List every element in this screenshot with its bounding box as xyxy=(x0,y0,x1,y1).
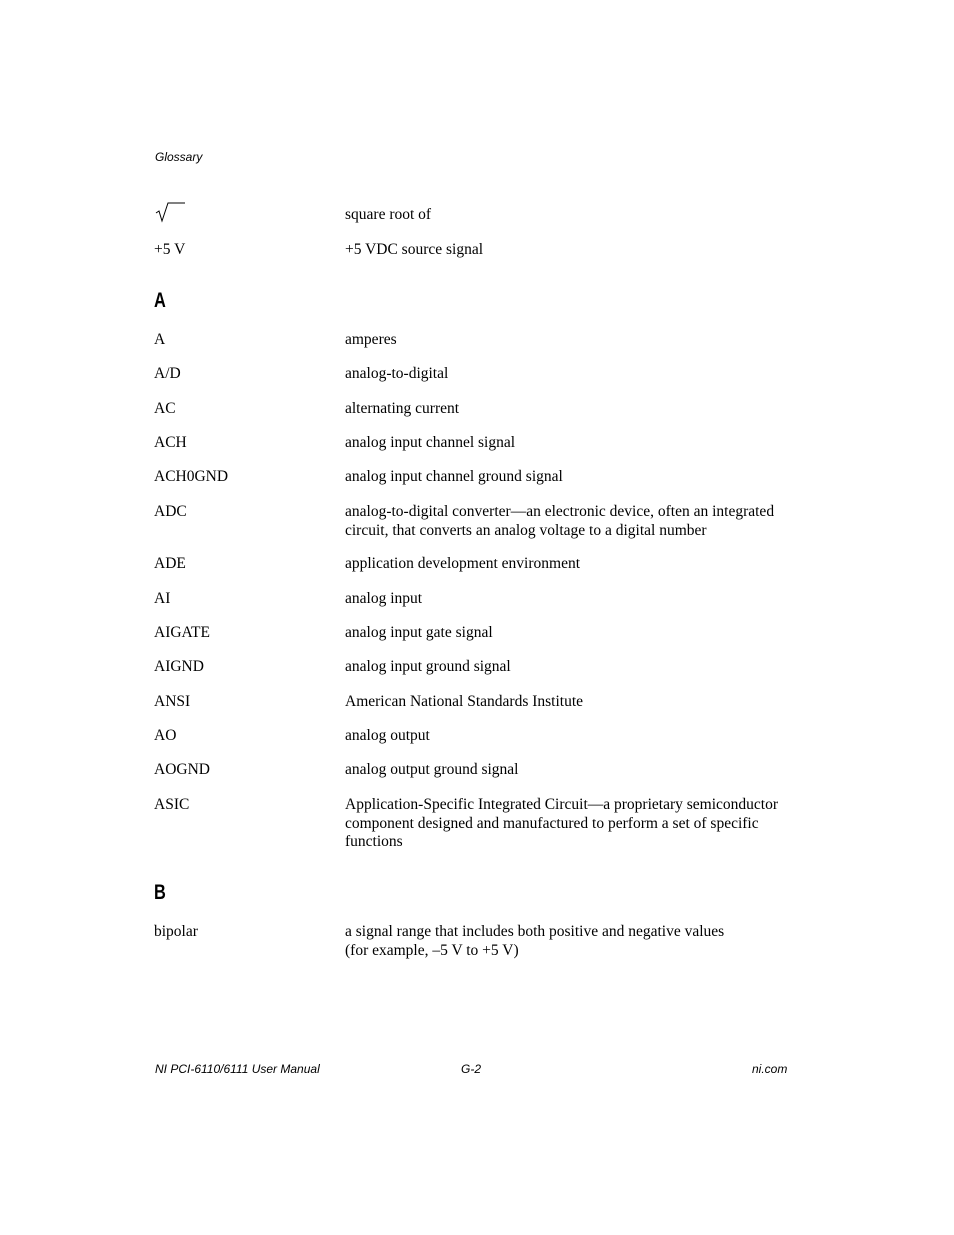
glossary-definition xyxy=(345,923,790,960)
glossary-definition: analog input channel signal xyxy=(345,434,516,451)
glossary-term: AC xyxy=(154,400,176,417)
definition-line: (for example, –5 V to +5 V) xyxy=(345,941,519,959)
glossary-definition: analog input xyxy=(345,590,423,607)
glossary-term: ACH xyxy=(154,434,187,451)
definition-line: component designed and manufactured to perform a set of specific xyxy=(345,814,759,832)
glossary-term: ADE xyxy=(154,555,186,572)
glossary-definition: amperes xyxy=(345,331,397,348)
section-heading-a: A xyxy=(154,289,166,312)
glossary-term: ADC xyxy=(154,503,187,520)
glossary-term: AIGND xyxy=(154,658,204,675)
section-heading-b: B xyxy=(154,881,166,904)
glossary-definition xyxy=(345,503,790,540)
glossary-definition: +5 VDC source signal xyxy=(345,241,484,258)
glossary-definition: American National Standards Institute xyxy=(345,693,584,710)
glossary-term: AO xyxy=(154,727,177,744)
definition-line: circuit, that converts an analog voltage to a digital number xyxy=(345,521,707,539)
glossary-definition: analog input channel ground signal xyxy=(345,468,563,485)
glossary-definition: alternating current xyxy=(345,400,460,417)
footer-manual-title: NI PCI-6110/6111 User Manual xyxy=(155,1062,320,1076)
definition-line: analog-to-digital converter—an electronic device, often an integrated xyxy=(345,503,775,520)
glossary-definition: analog output xyxy=(345,727,430,744)
glossary-definition xyxy=(345,796,790,852)
glossary-term: AI xyxy=(154,590,171,607)
definition-line: Application-Specific Integrated Circuit—a proprietary semiconductor xyxy=(345,796,778,813)
glossary-term: A/D xyxy=(154,365,181,382)
glossary-term: AOGND xyxy=(154,761,210,778)
glossary-definition: analog output ground signal xyxy=(345,761,519,778)
definition-line: a signal range that includes both positive and negative values xyxy=(345,923,725,940)
glossary-term: A xyxy=(154,331,166,348)
glossary-term: ANSI xyxy=(154,693,191,710)
glossary-term: AIGATE xyxy=(154,624,210,641)
footer-page-number: G-2 xyxy=(461,1062,482,1076)
glossary-definition: analog input gate signal xyxy=(345,624,493,641)
footer-website: ni.com xyxy=(752,1062,788,1076)
glossary-term: +5 V xyxy=(154,241,186,258)
running-head: Glossary xyxy=(155,150,203,164)
glossary-definition: analog-to-digital xyxy=(345,365,449,382)
glossary-term: ACH0GND xyxy=(154,468,229,485)
square-root-icon xyxy=(154,200,188,230)
definition-line: functions xyxy=(345,833,403,850)
glossary-term: bipolar xyxy=(154,923,198,940)
glossary-definition: square root of xyxy=(345,206,432,223)
glossary-term: ASIC xyxy=(154,796,190,813)
glossary-definition: application development environment xyxy=(345,555,581,572)
glossary-definition: analog input ground signal xyxy=(345,658,511,675)
